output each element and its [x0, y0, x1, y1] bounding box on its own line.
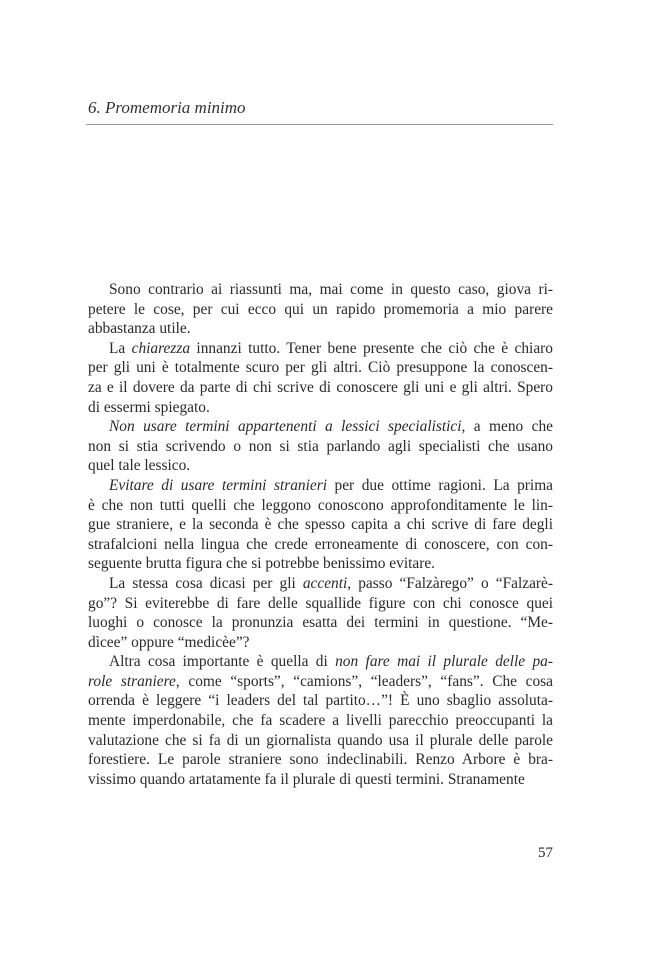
- text-segment: per gli uni è totalmente scuro per gli altri. Ciò presuppone la conoscen-: [88, 359, 553, 377]
- text-segment: luoghi o conosce la pronunzia esatta dei termini in questione. “Me-: [88, 614, 553, 632]
- text-line: [88, 731, 553, 751]
- text-segment: forestiere. Le parole straniere sono indeclinabili. Renzo Arbore è bra-: [88, 751, 553, 769]
- page-number: 57: [538, 845, 553, 861]
- text-segment: go”? Si eviterebbe di fare delle squallide figure con chi conosce quei: [88, 594, 553, 612]
- text-line: [88, 319, 553, 339]
- text-segment: La stessa cosa dicasi per gli: [109, 574, 303, 592]
- body-text: [88, 280, 553, 789]
- text-segment: Sono contrario ai riassunti ma, mai come in questo caso, giova ri-: [109, 281, 553, 298]
- running-header: 6. Promemoria minimo: [88, 98, 246, 117]
- text-line: [88, 574, 553, 594]
- text-segment: seguente brutta figura che si potrebbe benissimo evitare.: [88, 555, 436, 573]
- text-line: [88, 456, 553, 476]
- text-segment: Altra cosa importante è quella di: [109, 653, 336, 671]
- text-segment: quel tale lessico.: [88, 457, 191, 475]
- text-segment: petere le cose, per cui ecco qui un rapido promemoria a mio parere: [88, 300, 553, 318]
- text-segment: , passo “Falzàrego” o “Falzarè-: [347, 574, 553, 592]
- text-segment: dìcee” oppure “medicèe”?: [88, 633, 250, 651]
- text-segment: non si stia scrivendo o non si stia parlando agli specialisti che usano: [88, 437, 553, 455]
- text-segment: gue straniere, e la seconda è che spesso capita a chi scrive di fare degli: [88, 516, 553, 534]
- text-line: [88, 652, 553, 672]
- text-line: [88, 339, 553, 359]
- text-segment: mente imperdonabile, che fa scadere a livelli parecchio preoccupanti la: [88, 712, 553, 730]
- paragraph: [88, 339, 553, 417]
- text-segment: za e il dovere da parte di chi scrive di conoscere gli uni e gli altri. Spero: [88, 378, 553, 396]
- text-segment: orrenda è leggere “i leaders del tal partito…”! È uno sbaglio assoluta-: [88, 692, 553, 710]
- paragraph: [88, 280, 553, 339]
- text-line: [88, 554, 553, 574]
- text-line: [88, 613, 553, 633]
- paragraph: [88, 417, 553, 476]
- text-line: [88, 476, 553, 496]
- text-line: [88, 633, 553, 653]
- paragraph: [88, 476, 553, 574]
- text-line: [88, 300, 553, 320]
- text-line: [88, 417, 553, 437]
- paragraph: [88, 574, 553, 652]
- paragraph: [88, 652, 553, 789]
- emphasis-text: accenti: [302, 574, 348, 592]
- text-line: [88, 535, 553, 555]
- emphasis-text: Non usare termini appartenenti a lessici specialistici: [109, 418, 462, 436]
- emphasis-text: chiarezza: [131, 339, 191, 357]
- text-segment: abbastanza utile.: [88, 320, 191, 338]
- text-line: [88, 437, 553, 457]
- text-segment: è che non tutti quelli che leggono conoscono approfonditamente le lin-: [88, 496, 553, 514]
- text-segment: innanzi tutto. Tener bene presente che ciò che è chiaro: [190, 339, 553, 357]
- text-segment: di essermi spiegato.: [88, 398, 210, 416]
- text-line: [88, 280, 553, 300]
- text-line: [88, 358, 553, 378]
- text-line: [88, 750, 553, 770]
- emphasis-text: Evitare di usare termini stranieri: [109, 476, 327, 494]
- text-segment: per due ottime ragioni. La prima: [326, 476, 554, 494]
- text-segment: strafalcioni nella lingua che crede erroneamente di conoscere, con con-: [88, 535, 553, 553]
- text-segment: vissimo quando artatamente fa il plurale di questi termini. Stranamente: [88, 770, 525, 788]
- emphasis-text: non fare mai il plurale delle pa-: [335, 653, 553, 671]
- text-line: [88, 378, 553, 398]
- text-line: [88, 770, 553, 790]
- text-line: [88, 711, 553, 731]
- text-segment: , a meno che: [461, 418, 553, 436]
- header-rule: [86, 124, 553, 125]
- text-line: [88, 594, 553, 614]
- text-line: [88, 691, 553, 711]
- emphasis-text: role straniere: [88, 672, 176, 690]
- text-segment: valutazione che si fa di un giornalista quando usa il plurale delle parole: [88, 731, 553, 749]
- text-line: [88, 515, 553, 535]
- text-line: [88, 398, 553, 418]
- text-segment: La: [109, 339, 132, 357]
- text-line: [88, 496, 553, 516]
- text-segment: , come “sports”, “camions”, “leaders”, “fans”. Che cosa: [175, 672, 553, 690]
- text-line: [88, 672, 553, 692]
